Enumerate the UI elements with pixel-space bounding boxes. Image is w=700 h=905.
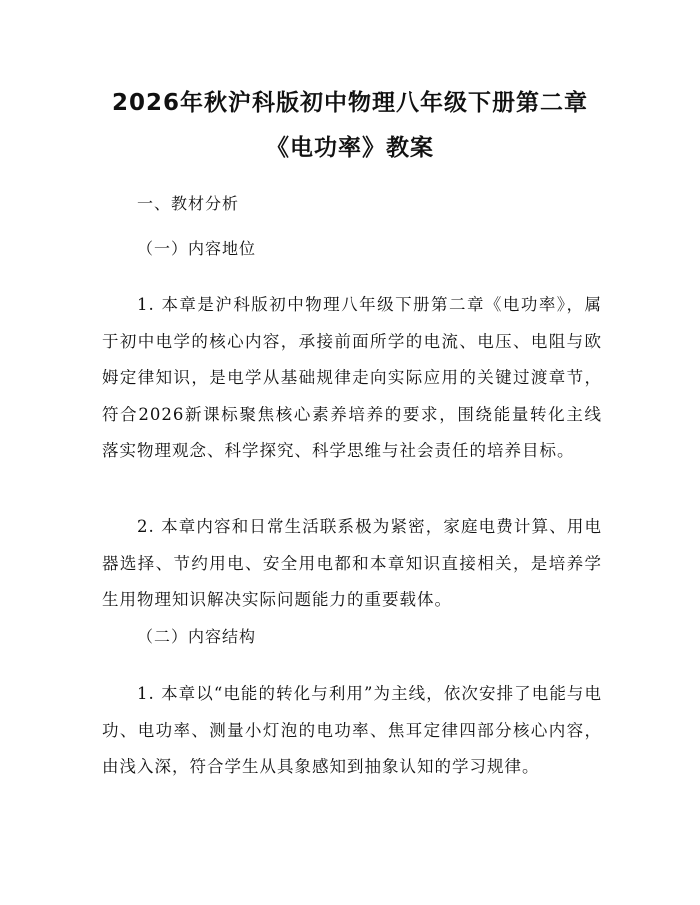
document-title-line2: 《电功率》教案 xyxy=(266,135,434,161)
section-heading-textbook-analysis: 一、教材分析 xyxy=(137,194,240,213)
subsection-heading-content-structure: （二）内容结构 xyxy=(137,627,257,646)
paragraph-content-structure-1: 1. 本章以“电能的转化与利用”为主线，依次安排了电能与电功、电功率、测量小灯泡的电功率、焦耳定律四部分核心内容，由浅入深，符合学生从具象感知到抽象认知的学习规律。 xyxy=(102,684,602,776)
paragraph-content-position-1: 1. 本章是沪科版初中物理八年级下册第二章《电功率》，属于初中电学的核心内容，承接前面所学的电流、电压、电阻与欧姆定律知识，是电学从基础规律走向实际应用的关键过渡章节，符合2026新课标聚焦核心素养培养的要求，围绕能量转化主线落实物理观念、科学探究、科学思维与社会责任的培养目标。 xyxy=(102,295,602,460)
document-title-line1: 2026年秋沪科版初中物理八年级下册第二章 xyxy=(111,90,588,116)
subsection-heading-content-position: （一）内容地位 xyxy=(137,239,257,258)
paragraph-content-position-2: 2. 本章内容和日常生活联系极为紧密，家庭电费计算、用电器选择、节约用电、安全用电都和本章知识直接相关，是培养学生用物理知识解决实际问题能力的重要载体。 xyxy=(102,517,602,609)
